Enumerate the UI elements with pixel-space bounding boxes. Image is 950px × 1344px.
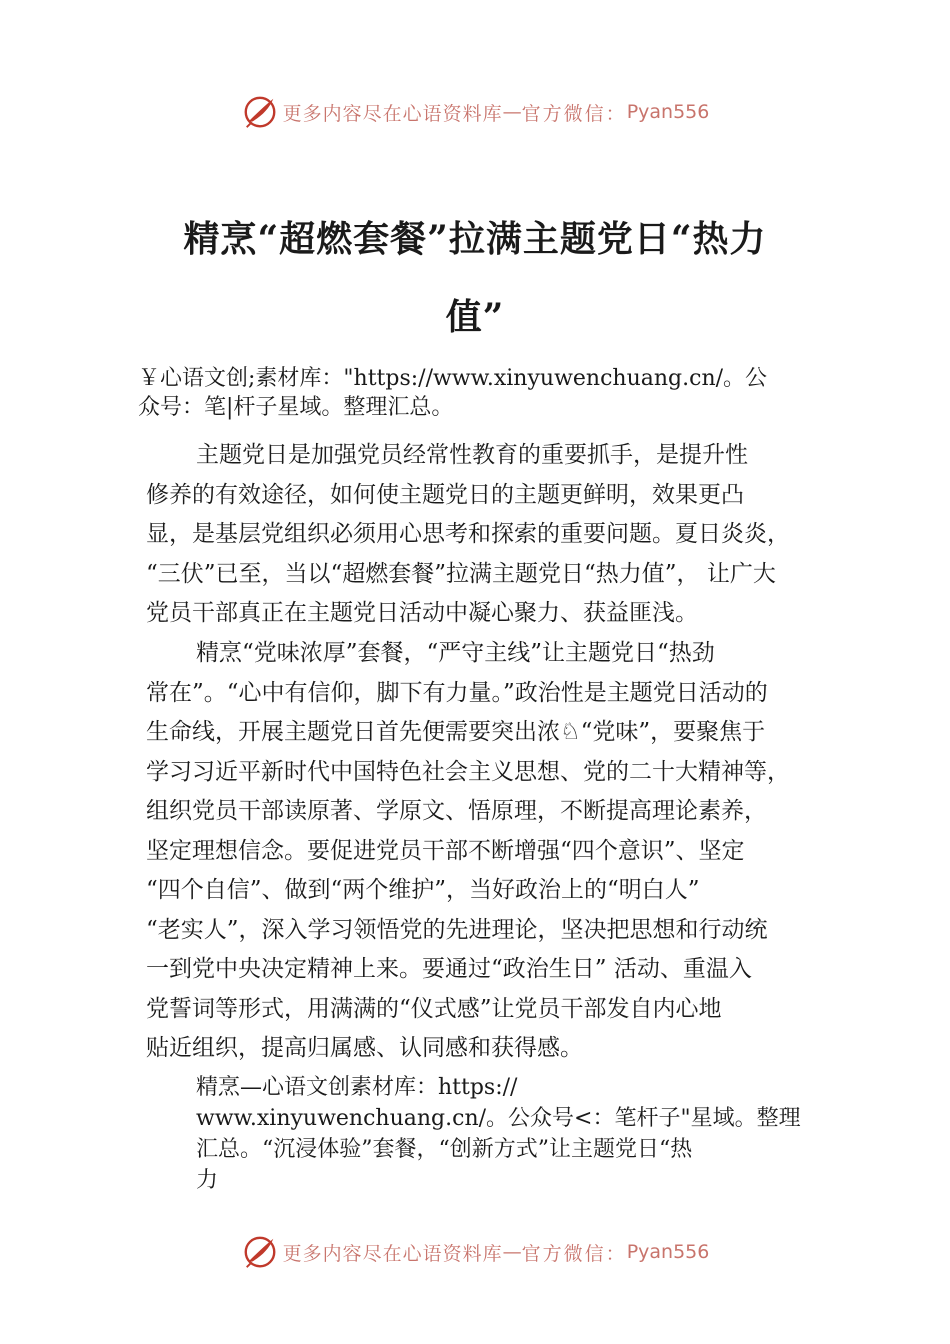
text-line: 党誓词等形式，用满满的“仪式感”让党员干部发自内心地 bbox=[146, 995, 722, 1022]
source-line-2: 众号：笔|杆子星域。整理汇总。 bbox=[138, 395, 454, 420]
text-line: 精烹—心语文创素材库：https:// bbox=[196, 1075, 518, 1100]
text-line: 汇总。“沉浸体验”套餐，“创新方式”让主题党日“热 bbox=[196, 1137, 693, 1162]
text-line: www.xinyuwenchuang.cn/。公众号<：笔杆子"星域。整理 bbox=[196, 1106, 801, 1131]
text-line: 精烹“党味浓厚”套餐，“严守主线”让主题党日“热劲 bbox=[196, 640, 715, 666]
text-line: 党员干部真正在主题党日活动中凝心聚力、获益匪浅。 bbox=[146, 600, 698, 626]
banner-brand-text: 更多内容尽在心语资料库 bbox=[282, 1242, 503, 1265]
banner-wechat-label: 官方微信： bbox=[521, 1242, 627, 1265]
banner-wechat-id: Pyan556 bbox=[626, 101, 710, 123]
quill-logo-icon bbox=[241, 1233, 279, 1271]
text-line: 主题党日是加强党员经常性教育的重要抓手，是提升性 bbox=[196, 442, 748, 468]
text-line: 一到党中央决定精神上来。要通过“政治生日” 活动、重温入 bbox=[146, 956, 752, 982]
source-note bbox=[138, 364, 838, 422]
text-line: 显，是基层党组织必须用心思考和探索的重要问题。夏日炎炎， bbox=[146, 521, 790, 547]
text-line: 修养的有效途径，如何使主题党日的主题更鲜明，效果更凸 bbox=[146, 481, 744, 508]
text-line: 常在”。“心中有信仰，脚下有力量。”政治性是主题党日活动的 bbox=[146, 679, 768, 706]
text-line: 组织党员干部读原著、学原文、悟原理，不断提高理论素养， bbox=[146, 798, 767, 824]
text-line: 贴近组织，提高归属感、认同感和获得感。 bbox=[146, 1035, 583, 1061]
title-line-1: 精烹“超燃套餐”拉满主题党日“热力 bbox=[183, 218, 767, 260]
paragraph-2 bbox=[146, 634, 846, 1069]
paragraph-1 bbox=[146, 436, 846, 634]
footer-banner bbox=[0, 1232, 950, 1272]
paragraph-3 bbox=[196, 1072, 836, 1196]
source-line-1: ￥心语文创;素材库："https://www.xinyuwenchuang.cn/。公 bbox=[138, 366, 768, 391]
text-line: 生命线，开展主题党日首先便需要突出浓♘“党味”，要聚焦于 bbox=[146, 719, 766, 745]
text-line: “四个自信”、做到“两个维护”，当好政治上的“明白人” bbox=[146, 877, 700, 903]
banner-brand-text: 更多内容尽在心语资料库 bbox=[282, 102, 503, 125]
text-line: 坚定理想信念。要促进党员干部不断增强“四个意识”、坚定 bbox=[146, 837, 745, 864]
quill-logo-icon bbox=[241, 93, 279, 131]
header-banner bbox=[0, 92, 950, 132]
text-line: 力 bbox=[196, 1168, 219, 1193]
banner-wechat-label: 官方微信： bbox=[521, 102, 627, 125]
banner-wechat-id: Pyan556 bbox=[626, 1241, 710, 1263]
text-line: “老实人”，深入学习领悟党的先进理论，坚决把思想和行动统 bbox=[146, 916, 768, 943]
text-line: 学习习近平新时代中国特色社会主义思想、党的二十大精神等， bbox=[146, 758, 790, 785]
title-line-2: 值” bbox=[445, 296, 505, 338]
banner-dash: — bbox=[502, 1241, 522, 1263]
text-line: “三伏”已至，当以“超燃套餐”拉满主题党日“热力值”， 让广大 bbox=[146, 560, 776, 587]
document-title bbox=[150, 200, 800, 356]
banner-dash: — bbox=[502, 101, 522, 123]
